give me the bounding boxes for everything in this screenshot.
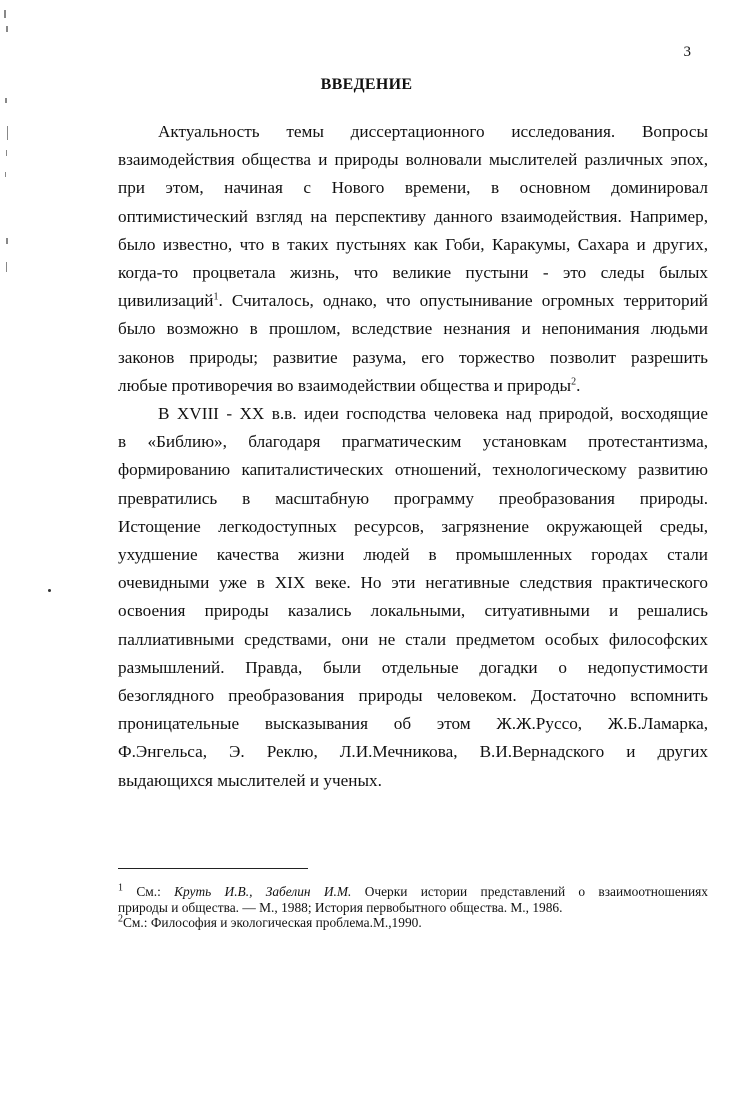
text-fragment: любые противоречия во взаимодействии общества и природы [118, 375, 572, 395]
scan-mark [6, 26, 8, 32]
footnote-ref-1: 1 [213, 291, 219, 303]
footnote-number: 1 [118, 882, 123, 894]
footnote-2 [118, 915, 708, 931]
text-line: освоения природы казались локальными, ситуативными и решались [118, 601, 708, 621]
footnote-ref-2: 2 [571, 376, 577, 388]
scan-mark [6, 150, 7, 156]
text-line: безоглядного преобразования природы человеком. Достаточно вспомнить [118, 686, 708, 706]
text-fragment: Считалось, однако, что опустынивание огромных территорий [231, 291, 708, 311]
text-line: ухудшение качества жизни людей в промышленных городах стали [118, 545, 708, 565]
scan-mark [7, 126, 8, 140]
text-line: Актуальность темы диссертационного исследования. Вопросы [158, 122, 708, 141]
text-line: размышлений. Правда, были отдельные догадки о недопустимости [118, 657, 708, 677]
text-line: превратились в масштабную программу преобразования природы. [118, 488, 708, 508]
footnote-number: 2 [118, 913, 123, 925]
text-line: очевидными уже в XIX веке. Но эти негативные следствия практического [118, 573, 708, 593]
text-line: когда-то процветала жизнь, что великие пустыни - это следы былых [118, 263, 708, 283]
text-line: Истощение легкодоступных ресурсов, загрязнение окружающей среды, [118, 516, 708, 536]
page-title: ВВЕДЕНИЕ [320, 76, 413, 93]
text-line: формированию капиталистических отношений, технологическому развитию [118, 460, 708, 480]
scan-mark [4, 10, 6, 18]
footnote-1 [118, 884, 708, 900]
text-line: законов природы; развитие разума, его торжество позволит разрешить [118, 347, 708, 367]
text-line: выдающихся мыслителей и ученых. [118, 770, 382, 790]
text-line: проницательные высказывания об этом Ж.Ж.Руссо, Ж.Б.Ламарка, [118, 714, 708, 734]
text-line: оптимистический взгляд на перспективу данного взаимодействия. Например, [118, 206, 708, 226]
scan-dot [48, 589, 51, 592]
text-line: паллиативными средствами, они не стали предметом особых философских [118, 629, 708, 649]
text-line: в «Библию», благодаря прагматическим установкам протестантизма, [118, 432, 708, 452]
text-line: взаимодействия общества и природы волновали мыслителей различных эпох, [118, 150, 708, 170]
scan-mark [5, 172, 6, 177]
footnote-divider [118, 868, 308, 869]
text-line-with-footnote: цивилизаций$^1$. Считалось, однако, что опустынивание огромных территорий [118, 291, 708, 311]
text-line-with-footnote [118, 372, 708, 400]
footnote-authors: Круть И.В., Забелин И.М. [174, 884, 352, 899]
scan-mark [6, 238, 8, 244]
text-fragment: цивилизаций [118, 291, 214, 311]
footnote-text: Очерки истории представлений о взаимоотношениях [364, 884, 708, 899]
scan-mark [6, 262, 7, 272]
text-line: при этом, начиная с Нового времени, в основном доминировал [118, 178, 708, 198]
footnote-1-continued: природы и общества. — М., 1988; История первобытного общества. М., 1986. [118, 899, 563, 915]
footnotes [118, 884, 708, 931]
text-fragment: . [576, 375, 581, 395]
text-line: было возможно в прошлом, вследствие незнания и непонимания людьми [118, 319, 708, 339]
text-line: В XVIII - XX в.в. идеи господства человека над природой, восходящие [158, 404, 708, 424]
scan-mark [5, 98, 7, 103]
text-line: Ф.Энгельса, Э. Реклю, Л.И.Мечникова, В.И.Вернадского и других [118, 742, 708, 762]
footnote-prefix: См.: [136, 884, 161, 899]
text-line: было известно, что в таких пустынях как Гоби, Каракумы, Сахара и других, [118, 234, 708, 254]
body-text [118, 118, 708, 795]
footnote-text: См.: Философия и экологическая проблема.М.,1990. [123, 915, 422, 930]
page-number: 3 [683, 44, 691, 60]
